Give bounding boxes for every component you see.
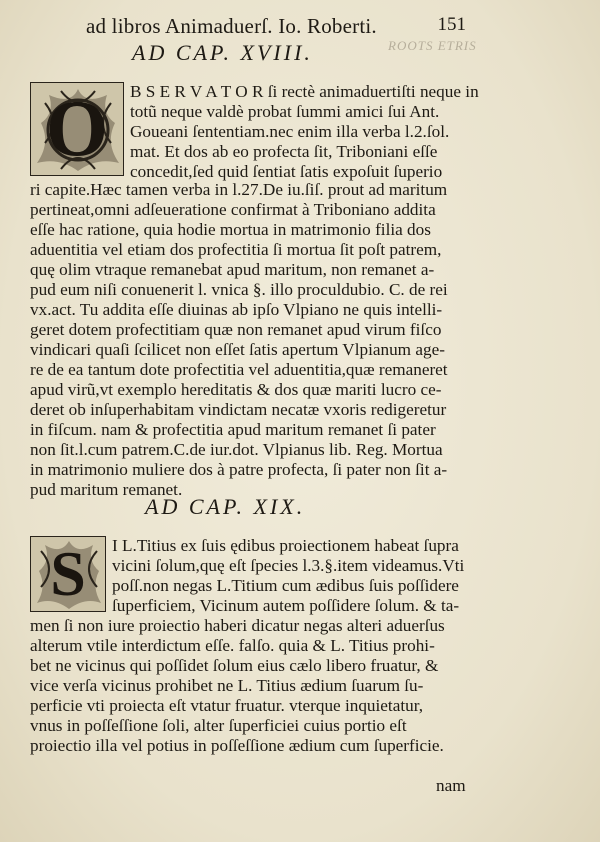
text-line: apud virũ,vt exemplo hereditatis & dos quæ mariti lucro ce- [30,380,442,399]
text-line: men ſi non iure proiectio haberi dicatur negas alteri aduerſus [30,616,445,635]
text-line: aduentitia vel etiam dos profectitia ſi mortua ſit poſt patrem, [30,240,442,259]
page-number: 151 [437,14,466,35]
text-line: deret ob inſuperhabitam vindictam necatæ vxoris redigeretur [30,400,447,419]
text-line: eſſe hac ratione, quia hodie mortua in matrimonio filia dos [30,220,431,239]
text-line: alterum vtile interdictum eſſe. falſo. quia & L. Titius prohi- [30,636,435,655]
text-line: quę olim vtraque remanebat apud maritum, non remanet a- [30,260,435,279]
text-line: vice verſa vicinus prohibet ne L. Titius ædium ſuarum ſu- [30,676,424,695]
text-line: in matrimonio muliere dos à patre profecta, ſi pater non ſit a- [30,460,448,479]
text-line: pud maritum remanet. [30,480,183,499]
show-through-text: ROOTS ETRIS [388,38,477,53]
text-line: in fiſcum. nam & profectitia apud maritum remanet ſi pater [30,420,436,439]
text-line: re de ea tantum dote profectitia vel aduentitia,quæ remaneret [30,360,448,379]
catchword: nam [436,776,466,795]
text-line: pertineat,omni adſeueratione confirmat à Triboniano addita [30,200,436,219]
text-line: perficie vti proiecta eſt vtatur fruatur. vterque inquietatur, [30,696,424,715]
text-line: bet ne vicinus qui poſſidet ſolum eius cælo libero fruatur, & [30,656,439,675]
initial-letter: S [50,538,86,609]
text-line: mat. Et dos ab eo profecta ſit, Triboniani eſſe [130,142,438,161]
text-line: poſſ.non negas L.Titium cum ædibus ſuis poſſidere [112,576,459,595]
text-line: pud eum niſi conuenerit l. vnica §. illo proculdubio. C. de rei [30,280,448,299]
initial-letter: O [45,84,109,173]
text-line: B S E R V A T O R ſi rectè animaduertiſti neque in [130,82,479,101]
text-line: vnus in poſſeſſione ſoli, alter ſuperficiei cuius portio eſt [30,716,407,735]
text-line: ſuperficiem, Vicinum autem poſſidere ſolum. & ta- [112,596,460,615]
decorated-initial-o [30,82,124,176]
page-header [86,14,466,40]
text-line: totũ neque valdè probat ſummi amici ſui Ant. [130,102,440,121]
text-line: geret dotem profectitiam quæ non remanet apud virum fiſco [30,320,442,339]
text-line: concedit,ſed quid ſentiat ſatis expoſuit ſuperio [130,162,443,181]
running-head: ad libros Animaduerſ. Io. Roberti. [86,14,377,38]
decorated-initial-s [30,536,106,612]
text-line: vindicari quaſi ſcilicet non eſſet ſatis apertum Vlpianum age- [30,340,445,359]
text-line: Goueani ſententiam.nec enim illa verba l.2.ſol. [130,122,450,141]
text-line: I L.Titius ex ſuis ędibus proiectionem habeat ſupra [112,536,459,555]
text-line: non ſit.l.cum patrem.C.de iur.dot. Vlpianus lib. Reg. Mortua [30,440,443,459]
chapter-heading-xix: AD CAP. XIX. [145,494,306,519]
text-line: vx.act. Tu addita eſſe diuinas ab ipſo Vlpiano ne quis intelli- [30,300,443,319]
text-line: ri capite.Hæc tamen verba in l.27.De iu.ſiſ. prout ad maritum [30,180,448,199]
chapter-heading-xviii: AD CAP. XVIII. [132,40,313,65]
text-line: vicini ſolum,quę eſt ſpecies l.3.§.item videamus.Vti [112,556,465,575]
text-line: proiectio illa vel potius in poſſeſſione ædium cum ſuperficie. [30,736,444,755]
